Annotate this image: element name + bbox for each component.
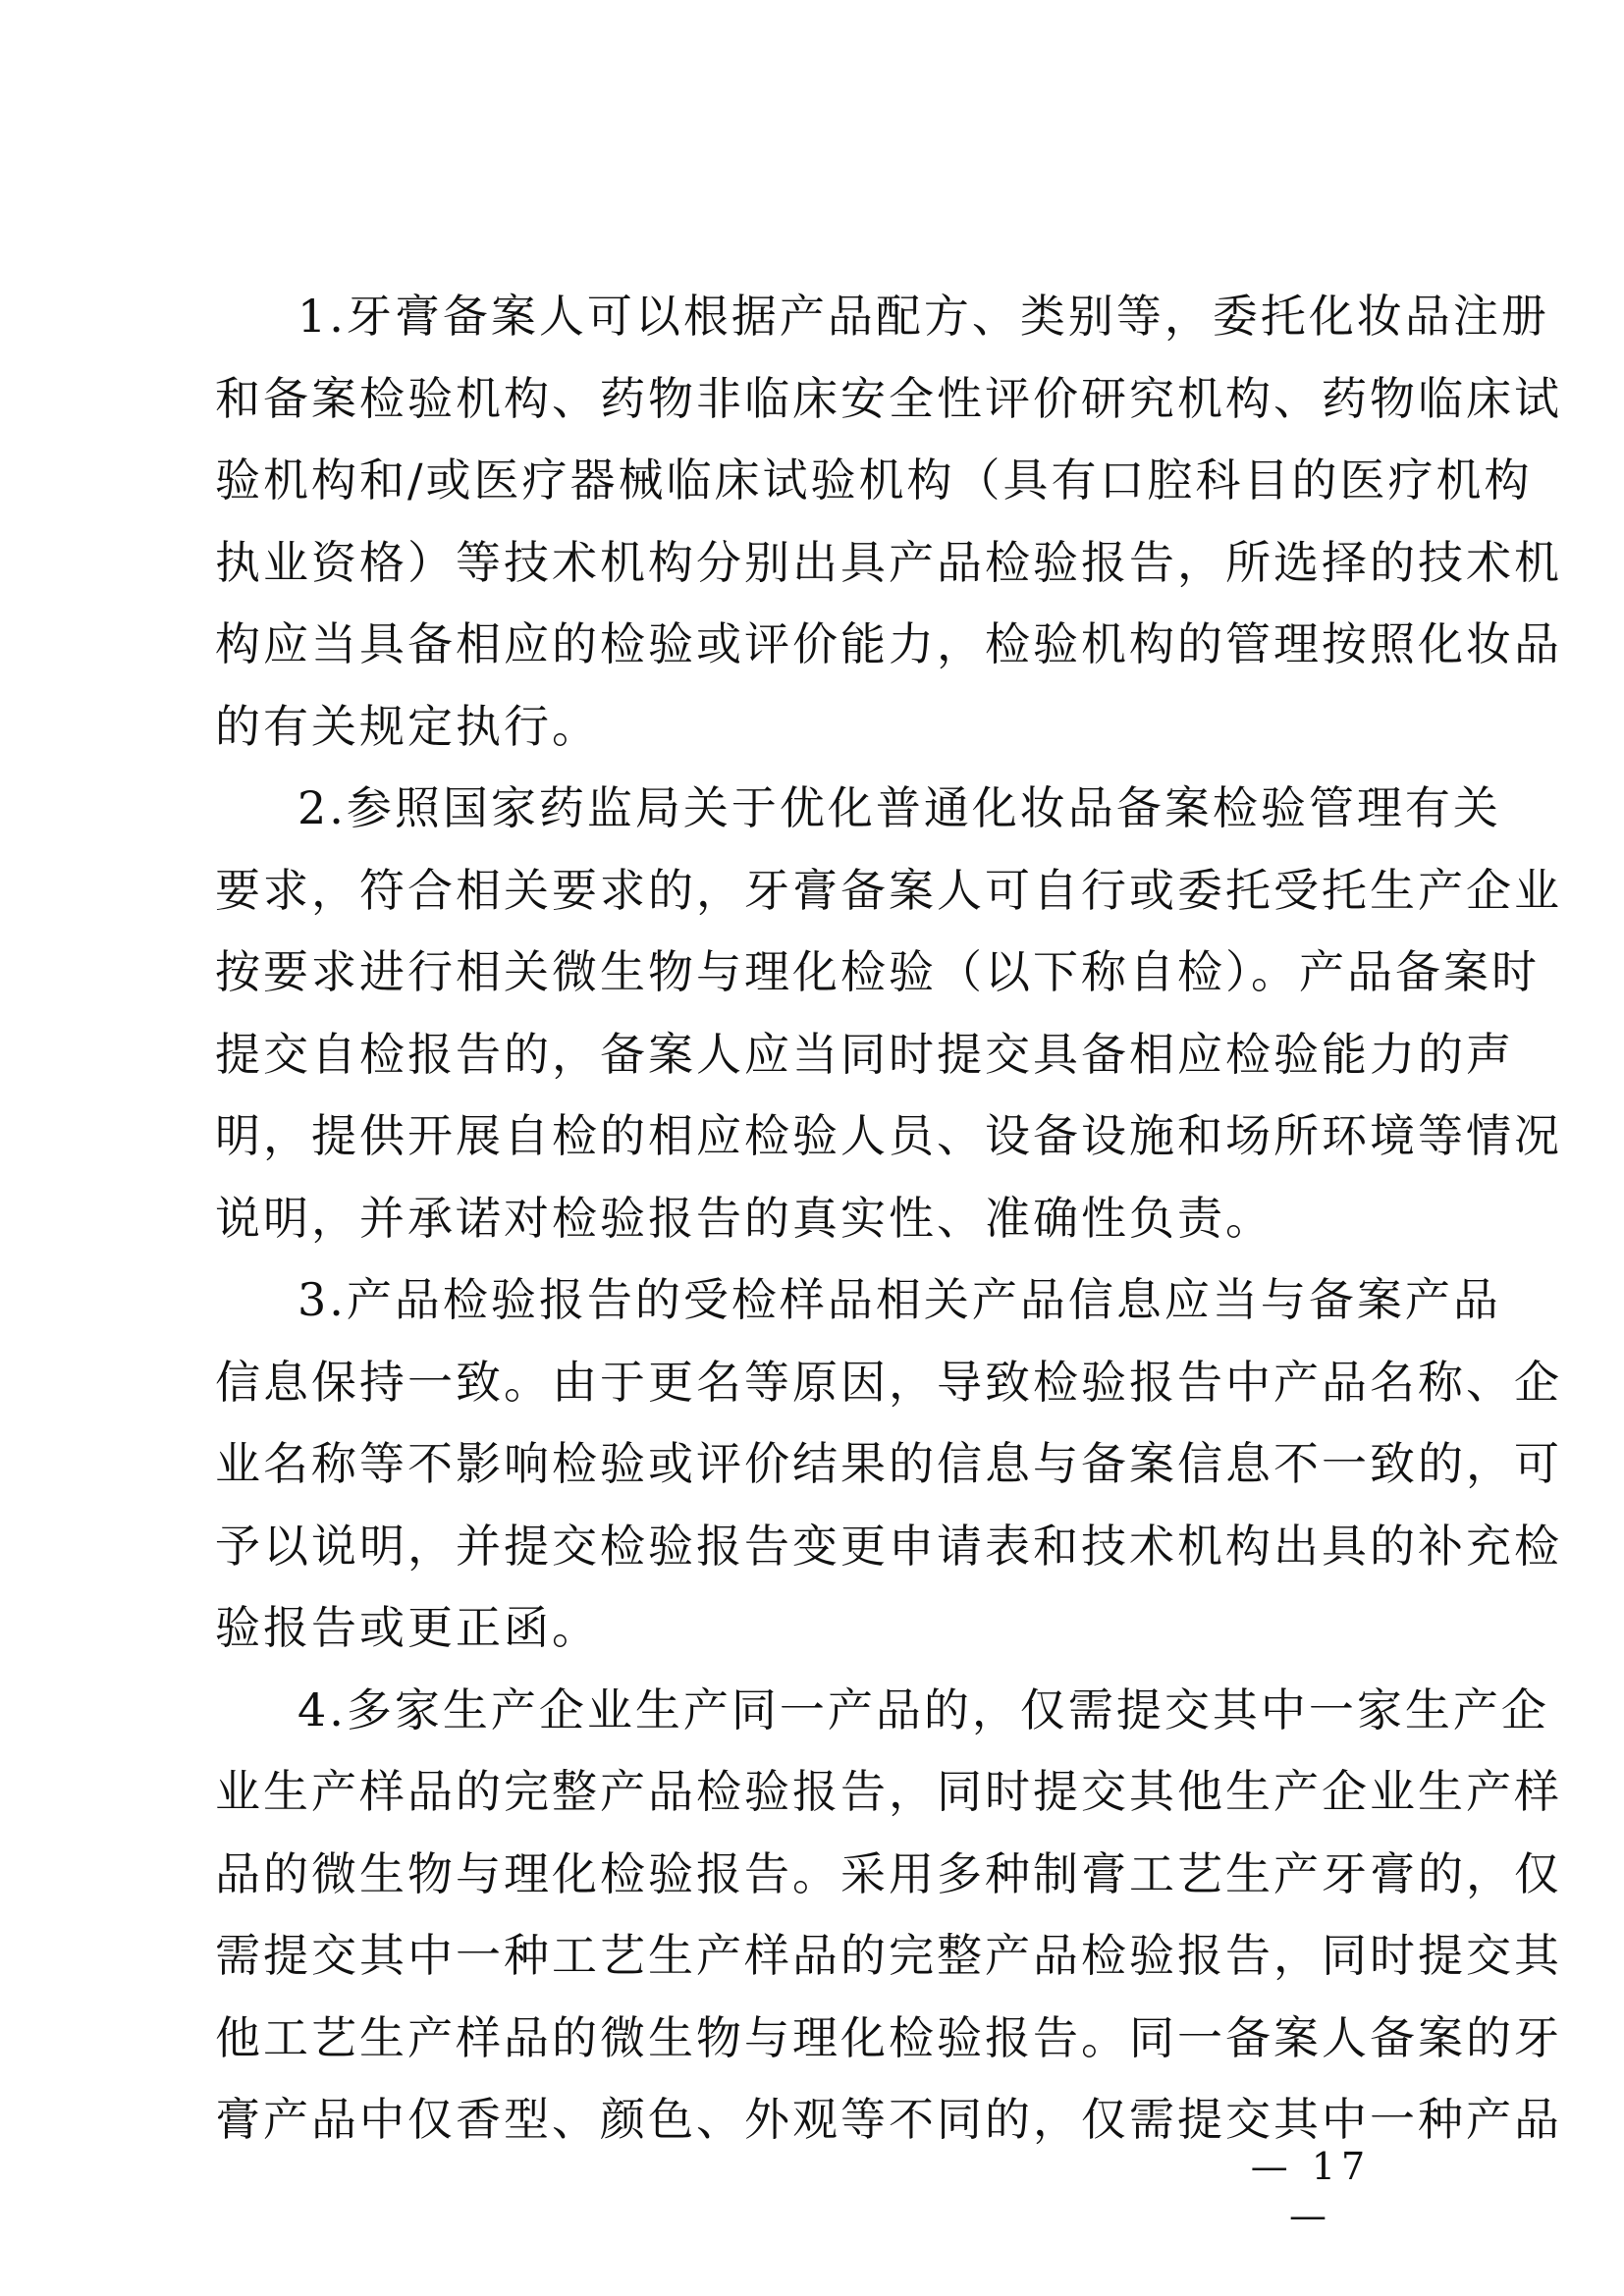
page-number: — 17 — (1250, 2145, 1372, 2237)
paragraph-2-line-4: 提交自检报告的，备案人应当同时提交具备相应检验能力的声 (215, 1028, 1514, 1081)
paragraph-3-line-5: 验报告或更正函。 (215, 1601, 600, 1654)
paragraph-1-line-4: 执业资格）等技术机构分别出具产品检验报告，所选择的技术机 (215, 536, 1562, 589)
paragraph-2-line-1: 2.参照国家药监局关于优化普通化妆品备案检验管理有关 (298, 781, 1501, 834)
paragraph-3-line-4: 予以说明，并提交检验报告变更申请表和技术机构出具的补充检 (215, 1520, 1562, 1573)
paragraph-2-line-5: 明，提供开展自检的相应检验人员、设备设施和场所环境等情况 (215, 1109, 1562, 1162)
paragraph-1-line-3: 验机构和/或医疗器械临床试验机构（具有口腔科目的医疗机构 (215, 454, 1533, 507)
paragraph-1-line-5: 构应当具备相应的检验或评价能力，检验机构的管理按照化妆品 (215, 617, 1562, 670)
paragraph-4-line-6: 膏产品中仅香型、颜色、外观等不同的，仅需提交其中一种产品 (215, 2093, 1562, 2146)
paragraph-1-line-1: 1.牙膏备案人可以根据产品配方、类别等，委托化妆品注册 (298, 290, 1549, 343)
paragraph-3-line-1: 3.产品检验报告的受检样品相关产品信息应当与备案产品 (298, 1273, 1501, 1326)
paragraph-4-line-4: 需提交其中一种工艺生产样品的完整产品检验报告，同时提交其 (215, 1929, 1562, 1982)
paragraph-2-line-6: 说明，并承诺对检验报告的真实性、准确性负责。 (215, 1192, 1273, 1245)
paragraph-2-line-3: 按要求进行相关微生物与理化检验（以下称自检）。产品备案时 (215, 945, 1540, 998)
paragraph-3-line-2: 信息保持一致。由于更名等原因，导致检验报告中产品名称、企 (215, 1356, 1562, 1409)
paragraph-4-line-5: 他工艺生产样品的微生物与理化检验报告。同一备案人备案的牙 (215, 2011, 1562, 2064)
paragraph-1-line-6: 的有关规定执行。 (215, 700, 600, 753)
paragraph-4-line-2: 业生产样品的完整产品检验报告，同时提交其他生产企业生产样 (215, 1765, 1562, 1818)
paragraph-1-line-2: 和备案检验机构、药物非临床安全性评价研究机构、药物临床试 (215, 372, 1562, 425)
paragraph-4-line-3: 品的微生物与理化检验报告。采用多种制膏工艺生产牙膏的，仅 (215, 1847, 1562, 1900)
paragraph-2-line-2: 要求，符合相关要求的，牙膏备案人可自行或委托受托生产企业 (215, 864, 1562, 917)
paragraph-3-line-3: 业名称等不影响检验或评价结果的信息与备案信息不一致的，可 (215, 1437, 1562, 1490)
paragraph-4-line-1: 4.多家生产企业生产同一产品的，仅需提交其中一家生产企 (298, 1683, 1549, 1736)
